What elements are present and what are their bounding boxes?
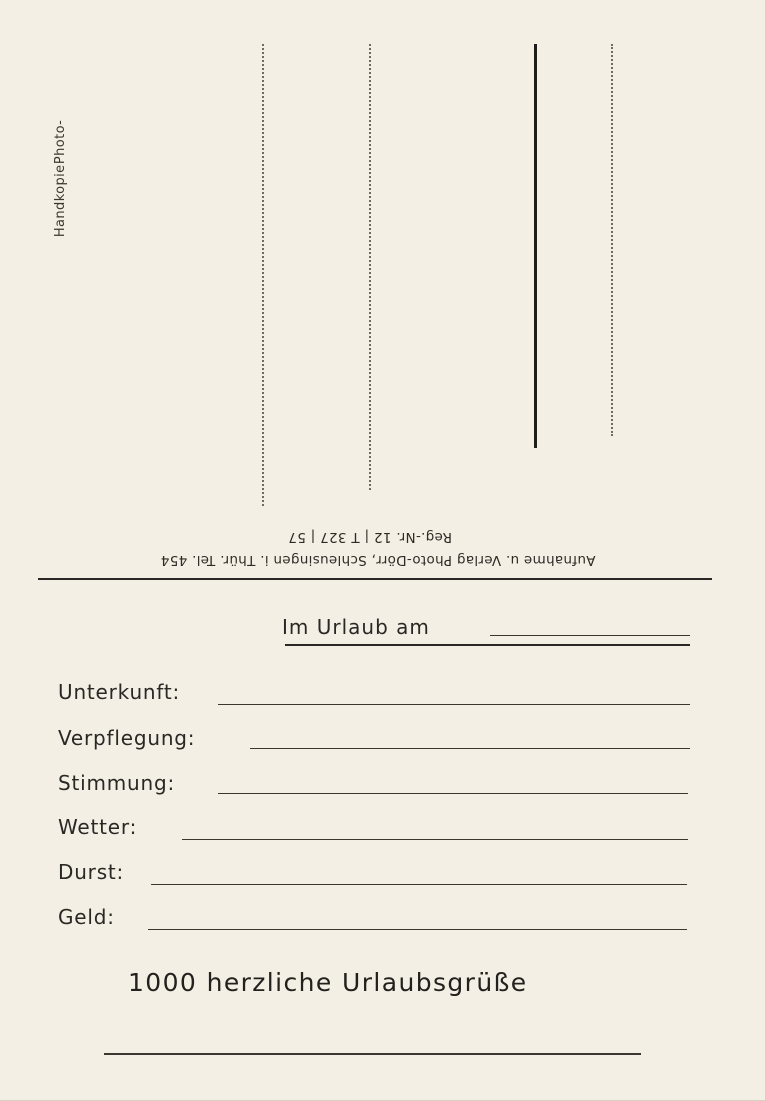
divider-dotted-3	[611, 44, 613, 436]
field-label-stimmung: Stimmung:	[58, 771, 176, 795]
field-line-unterkunft[interactable]	[218, 704, 690, 705]
publisher-line: Aufnahme u. Verlag Photo-Dörr, Schleusingen i. Thür. Tel. 454	[160, 552, 596, 568]
field-label-unterkunft: Unterkunft:	[58, 680, 181, 704]
field-line-geld[interactable]	[148, 929, 687, 930]
divider-solid	[534, 44, 537, 448]
signature-line[interactable]	[104, 1053, 641, 1055]
side-label-line2: Handkopie	[53, 164, 68, 238]
registration-number: Reg.-Nr. 12 | T 327 | 57	[288, 529, 452, 545]
vacation-date-line[interactable]	[490, 635, 690, 636]
field-line-wetter[interactable]	[182, 839, 688, 840]
photo-handkopie-label	[52, 120, 70, 237]
field-label-verpflegung: Verpflegung:	[58, 726, 196, 750]
vacation-date-label: Im Urlaub am	[282, 615, 430, 639]
side-label-line1: Photo-	[53, 120, 68, 165]
greeting-text: 1000 herzliche Urlaubsgrüße	[128, 968, 528, 997]
divider-dotted-2	[369, 44, 371, 490]
field-line-stimmung[interactable]	[218, 793, 688, 794]
field-label-geld: Geld:	[58, 905, 115, 929]
section-divider	[38, 578, 712, 580]
field-label-durst: Durst:	[58, 860, 125, 884]
field-line-verpflegung[interactable]	[250, 748, 690, 749]
field-label-wetter: Wetter:	[58, 815, 138, 839]
divider-dotted-1	[262, 44, 264, 506]
field-line-durst[interactable]	[151, 884, 687, 885]
vacation-underline	[285, 644, 690, 646]
